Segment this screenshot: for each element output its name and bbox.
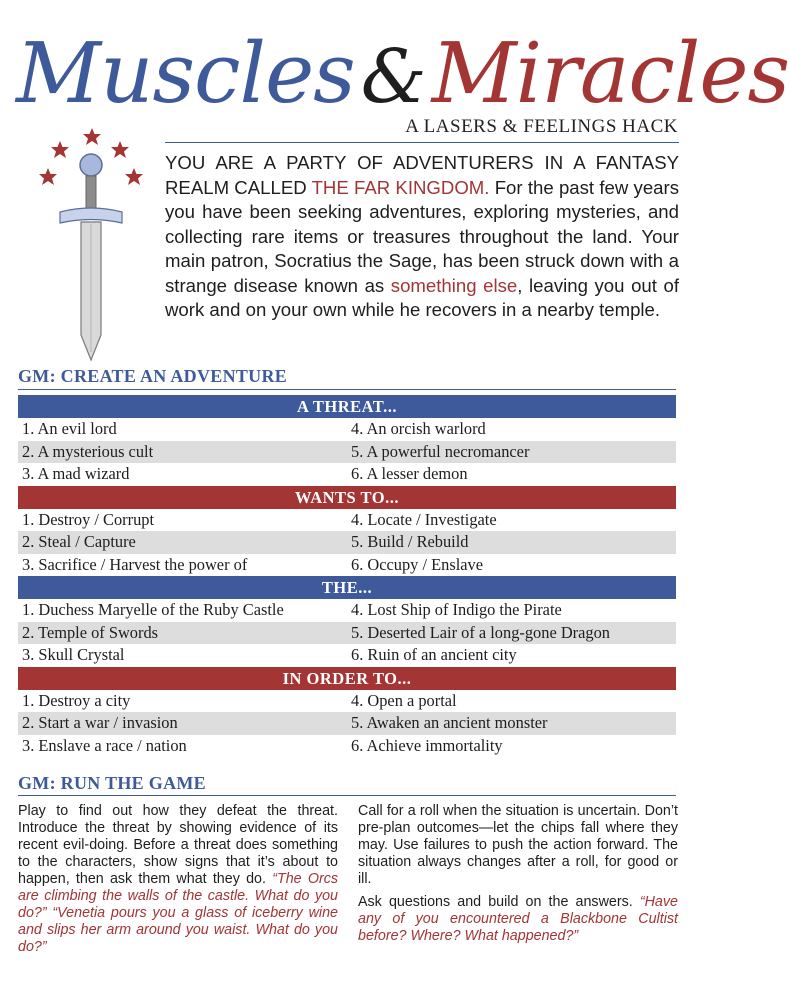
intro-mid: For the past few years you have been seeking adventures, exploring mysteries, and collecting rare items or treasures throughout the land. Your main patron, Socratius the Sage, has been struck down with a strange disease known as: [165, 176, 679, 296]
table-cell: 3. Enslave a race / nation: [22, 735, 187, 755]
intro-disease: something else: [390, 274, 518, 296]
star-icon: [83, 128, 101, 145]
table-row: [18, 463, 676, 486]
table-cell: 6. Occupy / Enslave: [351, 554, 483, 574]
table-cell: 5. Awaken an ancient monster: [351, 713, 548, 732]
sword-icon: [30, 120, 150, 370]
table-row: [18, 441, 676, 464]
run-game-right-paragraph-2: [358, 894, 678, 945]
intro-end: , leaving you out of work and on your own while he recovers in a nearby temple.: [165, 274, 679, 320]
subtitle: A LASERS & FEELINGS HACK: [405, 116, 678, 137]
intro-kingdom: THE FAR KINGDOM.: [311, 176, 490, 198]
create-adventure-heading: GM: CREATE AN ADVENTURE: [18, 366, 288, 386]
table-cell: 3. Sacrifice / Harvest the power of: [22, 554, 248, 574]
run-game-rule: [18, 795, 676, 796]
table-cell: 3. A mad wizard: [22, 464, 130, 483]
table-row: [18, 554, 676, 577]
run-game-columns: [18, 803, 678, 962]
table-cell: 1. An evil lord: [22, 419, 117, 438]
title-miracles: Miracles: [431, 25, 789, 122]
run-game-right-quote: “Have any of you encountered a Blackbone Cultist before? Where? What happened?”: [358, 894, 678, 944]
run-game-left-column: [18, 803, 338, 962]
table-cell: 6. Achieve immortality: [351, 735, 503, 755]
in-order-to-table-header: IN ORDER TO...: [18, 667, 676, 690]
run-game-right-text: Ask questions and build on the answers.: [358, 894, 633, 910]
table-row: [18, 531, 676, 554]
intro-lead: YOU ARE A PARTY OF ADVENTURERS IN A FANTASY REALM CALLED: [165, 152, 679, 198]
table-cell: 4. Open a portal: [351, 690, 457, 710]
run-game-heading: GM: RUN THE GAME: [18, 773, 206, 793]
the-table-header: THE...: [18, 576, 676, 599]
table-row: [18, 599, 676, 622]
threat-table-header: A THREAT...: [18, 395, 676, 418]
table-row: [18, 509, 676, 532]
star-icon: [111, 141, 129, 158]
table-cell: 1. Destroy a city: [22, 690, 131, 710]
table-cell: 6. Ruin of an ancient city: [351, 645, 517, 664]
star-icon: [51, 141, 69, 158]
star-icon: [39, 168, 57, 185]
table-cell: 3. Skull Crystal: [22, 645, 125, 664]
table-cell: 5. Build / Rebuild: [351, 532, 469, 551]
run-game-right-paragraph-1: Call for a roll when the situation is uncertain. Don’t pre-plan outcomes—let the chips fall where they may. Use failures to push the action forward. The situation always changes after a roll, for good or ill.: [358, 803, 678, 887]
run-game-right-column: [358, 803, 678, 962]
table-cell: 6. A lesser demon: [351, 464, 468, 483]
intro-paragraph: [165, 151, 679, 323]
table-cell: 2. Steal / Capture: [22, 532, 136, 551]
create-adventure-rule: [18, 389, 676, 390]
adventure-tables: [18, 395, 676, 757]
table-cell: 2. Start a war / invasion: [22, 713, 178, 732]
table-cell: 2. Temple of Swords: [22, 622, 159, 642]
table-cell: 2. A mysterious cult: [22, 441, 154, 461]
table-cell: 5. Deserted Lair of a long-gone Dragon: [351, 622, 610, 642]
header-rule: [165, 142, 679, 143]
run-game-left-quote: “The Orcs are climbing the walls of the castle. What do you do?” “Venetia pours you a glass of iceberry wine and slips her arm around you waist. What do you do?”: [18, 871, 338, 955]
wants-table-header: WANTS TO...: [18, 486, 676, 509]
table-cell: 1. Duchess Maryelle of the Ruby Castle: [22, 600, 284, 619]
title-muscles: Muscles: [16, 25, 355, 122]
table-row: [18, 644, 676, 667]
table-row: [18, 690, 676, 713]
table-row: [18, 418, 676, 441]
table-cell: 4. An orcish warlord: [351, 419, 486, 438]
table-cell: 5. A powerful necromancer: [351, 441, 530, 461]
run-game-left-text: Play to find out how they defeat the threat. Introduce the threat by showing evidence of its recent evil-doing. Before a threat does something to the characters, show signs that it’s about to happen, then ask them what they do.: [18, 803, 338, 887]
title: [16, 24, 789, 124]
star-icon: [125, 168, 143, 185]
table-row: [18, 735, 676, 758]
title-ampersand: &: [360, 34, 426, 120]
table-row: [18, 622, 676, 645]
table-cell: 4. Lost Ship of Indigo the Pirate: [351, 600, 562, 619]
run-game-left-paragraph: [18, 803, 338, 956]
table-cell: 1. Destroy / Corrupt: [22, 509, 155, 529]
table-row: [18, 712, 676, 735]
table-cell: 4. Locate / Investigate: [351, 509, 497, 529]
